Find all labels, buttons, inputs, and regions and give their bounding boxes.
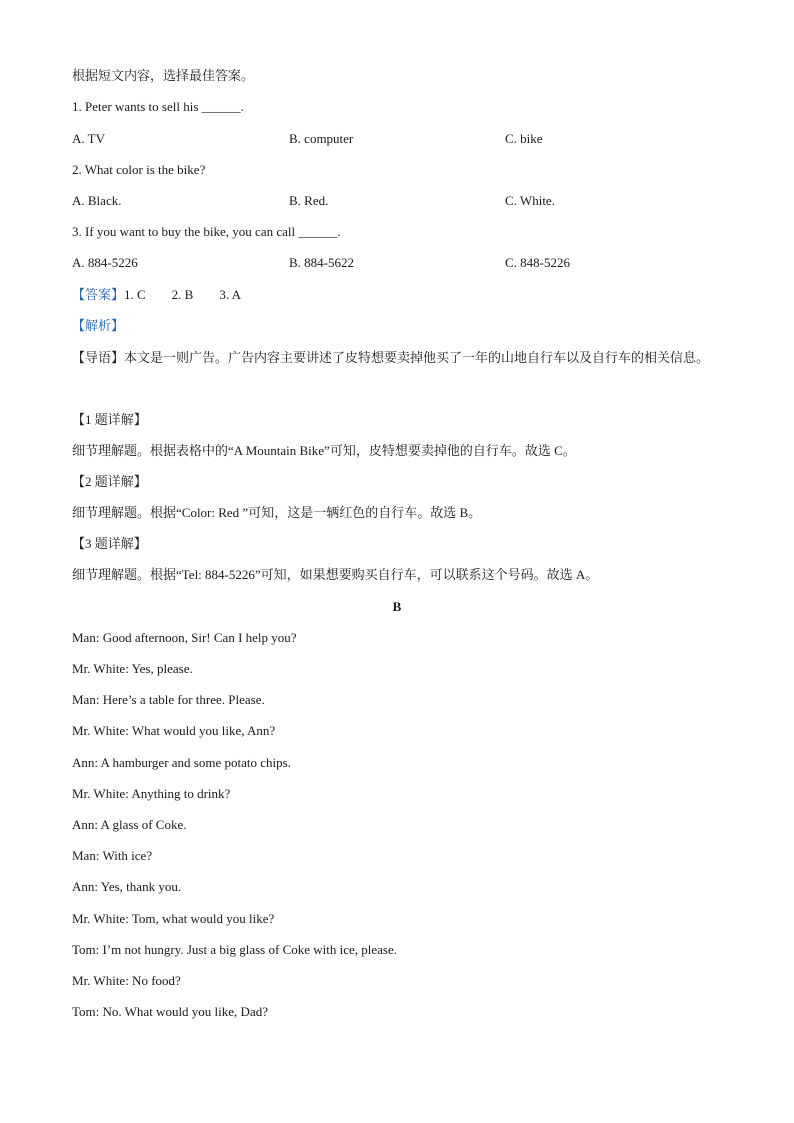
- detail-2-text: 细节理解题。根据“Color: Red ”可知，这是一辆红色的自行车。故选 B。: [72, 505, 482, 520]
- question-1-option-b: B. computer: [289, 131, 354, 146]
- question-3-option-a: A. 884-5226: [72, 255, 138, 270]
- question-2-option-c: C. White.: [505, 193, 555, 208]
- dialogue-line: Ann: Yes, thank you.: [72, 879, 182, 894]
- dialogue-line: Mr. White: Yes, please.: [72, 661, 193, 676]
- dialogue-line: Ann: A glass of Coke.: [72, 817, 187, 832]
- question-3-options: [72, 255, 722, 271]
- question-3-stem: 3. If you want to buy the bike, you can call ______.: [72, 224, 341, 239]
- detail-2-label: 【2 题详解】: [72, 474, 147, 489]
- dialogue-line: Tom: No. What would you like, Dad?: [72, 1004, 268, 1019]
- dialogue-line: Mr. White: Anything to drink?: [72, 786, 231, 801]
- dialogue-line: Tom: I’m not hungry. Just a big glass of Coke with ice, please.: [72, 942, 397, 957]
- dialogue-line: Ann: A hamburger and some potato chips.: [72, 755, 291, 770]
- dialogue-line: Mr. White: Tom, what would you like?: [72, 911, 275, 926]
- dialogue-line: Man: Good afternoon, Sir! Can I help you?: [72, 630, 297, 645]
- question-2-option-b: B. Red.: [289, 193, 329, 208]
- question-3-option-c: C. 848-5226: [505, 255, 570, 270]
- question-1-option-a: A. TV: [72, 131, 105, 146]
- question-2-stem: 2. What color is the bike?: [72, 162, 206, 177]
- answer-label: 【答案】: [72, 287, 125, 302]
- detail-3-text: 细节理解题。根据“Tel: 884-5226”可知，如果想要购买自行车，可以联系这个号码。故选 A。: [72, 567, 599, 582]
- question-3-option-b: B. 884-5622: [289, 255, 354, 270]
- dialogue-line: Man: Here’s a table for three. Please.: [72, 692, 265, 707]
- answer-line: [72, 287, 241, 303]
- question-1-options: [72, 131, 722, 147]
- question-1-option-c: C. bike: [505, 131, 543, 146]
- detail-3-label: 【3 题详解】: [72, 536, 147, 551]
- guide-paragraph: [72, 342, 720, 373]
- question-1-stem: 1. Peter wants to sell his ______.: [72, 99, 244, 114]
- question-2-options: [72, 193, 722, 209]
- detail-1-label: 【1 题详解】: [72, 412, 147, 427]
- guide-label: 【导语】: [72, 350, 125, 365]
- dialogue-line: Man: With ice?: [72, 848, 153, 863]
- analysis-label: 【解析】: [72, 318, 125, 333]
- answer-values: 1. C 2. B 3. A: [124, 287, 242, 302]
- guide-text: 本文是一则广告。广告内容主要讲述了皮特想要卖掉他买了一年的山地自行车以及自行车的相关信息。: [124, 350, 710, 365]
- question-2-option-a: A. Black.: [72, 193, 122, 208]
- detail-1-text: 细节理解题。根据表格中的“A Mountain Bike”可知，皮特想要卖掉他的自行车。故选 C。: [72, 443, 576, 458]
- dialogue-line: Mr. White: What would you like, Ann?: [72, 723, 276, 738]
- section-title: B: [392, 599, 402, 614]
- dialogue-line: Mr. White: No food?: [72, 973, 181, 988]
- instruction: 根据短文内容，选择最佳答案。: [72, 68, 255, 83]
